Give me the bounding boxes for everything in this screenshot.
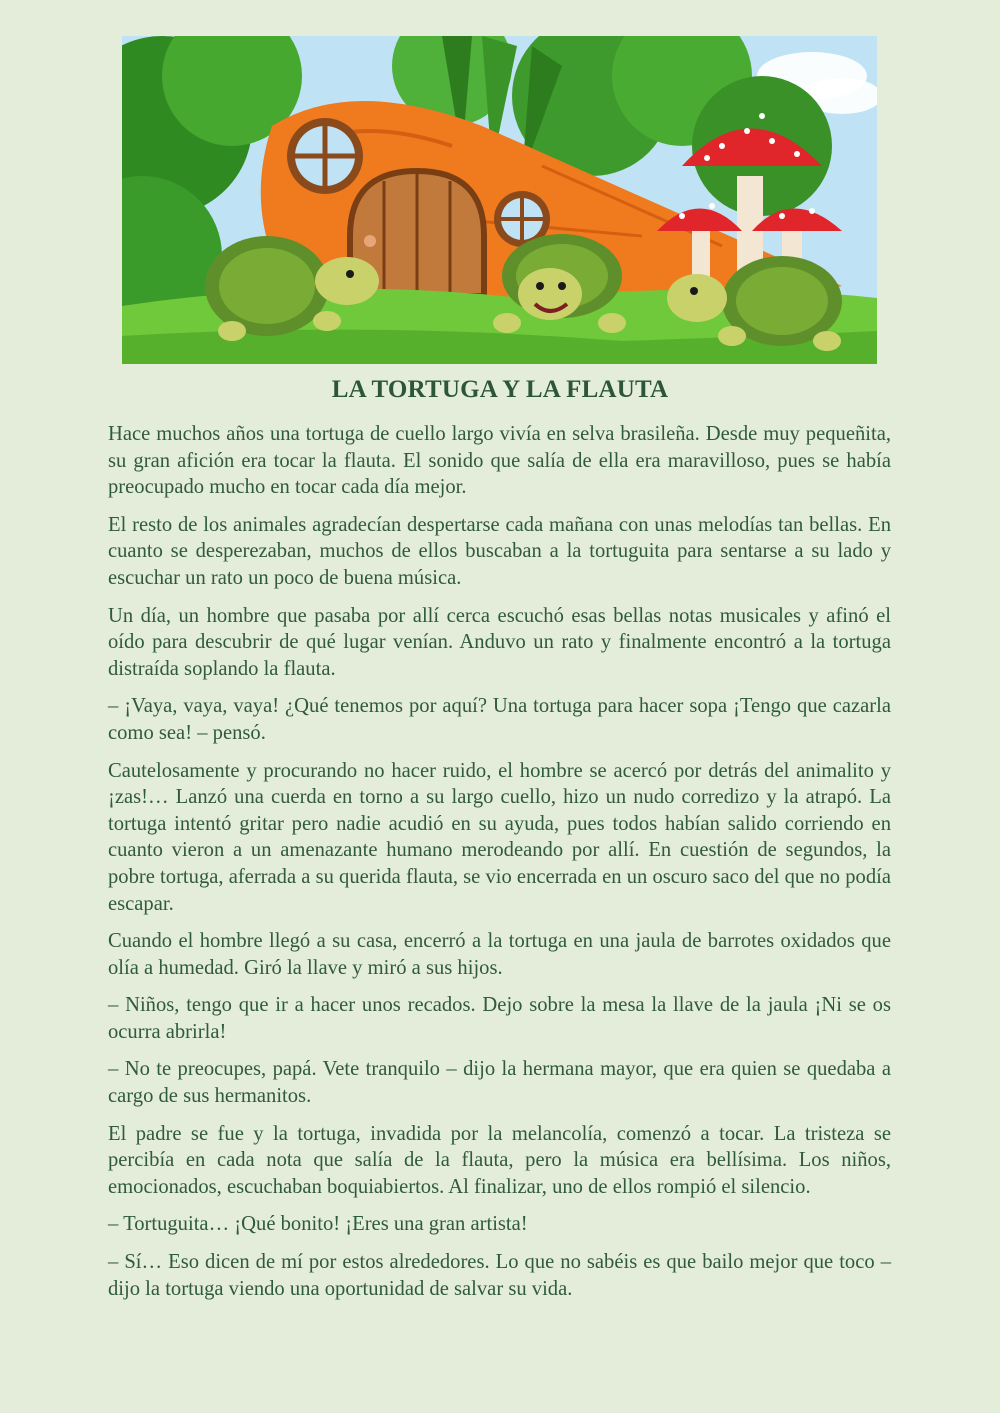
paragraph: Hace muchos años una tortuga de cuello largo vivía en selva brasileña. Desde muy pequeñita, su gran afición era tocar la flauta. El sonido que salía de ella era maravilloso, pues se había preocupado mucho en tocar cada día mejor. xyxy=(108,423,891,499)
paragraph: Cuando el hombre llegó a su casa, encerró a la tortuga en una jaula de barrotes oxidados que olía a humedad. Giró la llave y miró a sus hijos. xyxy=(108,930,891,979)
paragraph: – No te preocupes, papá. Vete tranquilo – dijo la hermana mayor, que era quien se quedaba a cargo de sus hermanitos. xyxy=(108,1058,891,1108)
story-body xyxy=(108,421,891,1313)
paragraph: El resto de los animales agradecían despertarse cada mañana con unas melodías tan bellas. En cuanto se desperezaban, muchos de ellos buscaban a la tortuguita para sentarse a su lado y escuchar un rato un poco de buena música. xyxy=(108,513,891,589)
paragraph: Un día, un hombre que pasaba por allí cerca escuchó esas bellas notas musicales y afinó el oído para descubrir de qué lugar venían. Anduvo un rato y finalmente encontró a la tortuga distraída soplando la flauta. xyxy=(108,604,891,680)
story-title: LA TORTUGA Y LA FLAUTA xyxy=(331,376,669,403)
paragraph: El padre se fue y la tortuga, invadida por la melancolía, comenzó a tocar. La tristeza se percibía en cada nota que salía de la flauta, pero la música era bellísima. Los niños, emocionados, escuchaban boquiabiertos. Al finalizar, uno de ellos rompió el silencio. xyxy=(108,1122,891,1198)
paragraph: – ¡Vaya, vaya, vaya! ¿Qué tenemos por aquí? Una tortuga para hacer sopa ¡Tengo que cazarla como sea! – pensó. xyxy=(108,695,891,744)
paragraph: Cautelosamente y procurando no hacer ruido, el hombre se acercó por detrás del animalito y ¡zas!… Lanzó una cuerda en torno a su largo cuello, hizo un nudo corredizo y la atrapó. La tortuga intentó gritar pero nadie acudió en su ayuda, pues todos habían salido corriendo en cuanto vieron a un amenazante humano merodeando por allí. En cuestión de segundos, la pobre tortuga, aferrada a su querida flauta, se vio encerrada en un oscuro saco del que no podía escapar. xyxy=(108,759,891,915)
paragraph: – Sí… Eso dicen de mí por estos alrededores. Lo que no sabéis es que bailo mejor que toco – dijo la tortuga viendo una oportunidad de salvar su vida. xyxy=(108,1251,891,1300)
carrot-house-turtles-illustration xyxy=(122,36,877,364)
paragraph: – Niños, tengo que ir a hacer unos recados. Dejo sobre la mesa la llave de la jaula ¡Ni se os ocurra abrirla! xyxy=(108,994,891,1043)
paragraph: – Tortuguita… ¡Qué bonito! ¡Eres una gran artista! xyxy=(108,1213,528,1236)
